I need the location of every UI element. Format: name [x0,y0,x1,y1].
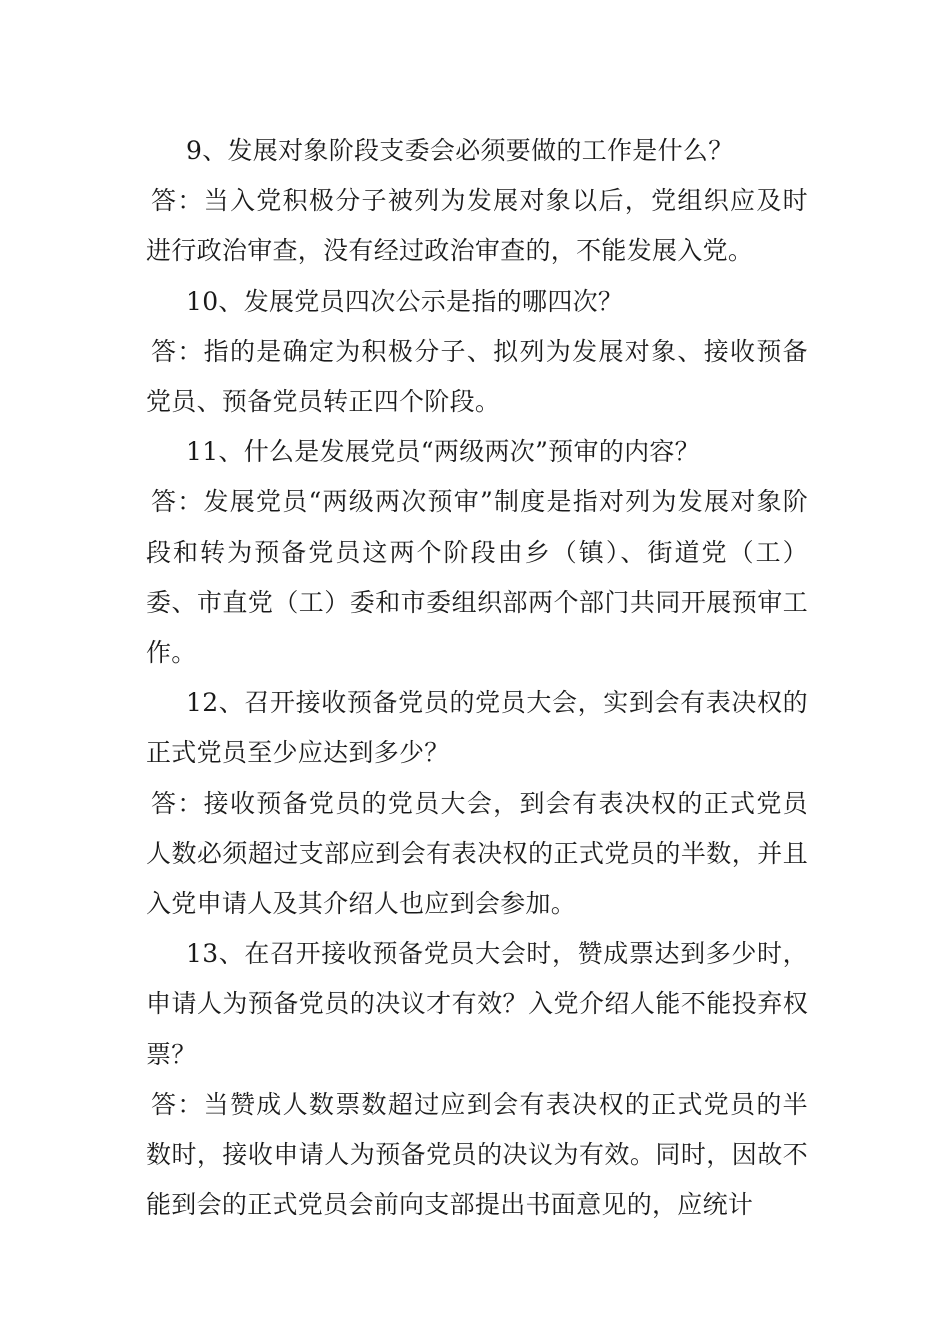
question-13: 13、在召开接收预备党员大会时，赞成票达到多少时，申请人为预备党员的决议才有效？入党介绍人能不能投弃权票？ [146,939,808,1069]
answer-9: 答：当入党积极分子被列为发展对象以后，党组织应及时进行政治审查，没有经过政治审查的，不能发展入党。 [146,186,808,266]
answer-11: 答：发展党员“两级两次预审”制度是指对列为发展对象阶段和转为预备党员这两个阶段由乡（镇）、街道党（工）委、市直党（工）委和市委组织部两个部门共同开展预审工作。 [146,487,808,668]
answer-12: 答：接收预备党员的党员大会，到会有表决权的正式党员人数必须超过支部应到会有表决权的正式党员的半数，并且入党申请人及其介绍人也应到会参加。 [146,788,808,919]
question-10: 10、发展党员四次公示是指的哪四次？ [186,286,624,316]
question-11: 11、什么是发展党员“两级两次”预审的内容？ [186,437,700,467]
answer-13: 答：当赞成人数票数超过应到会有表决权的正式党员的半数时，接收申请人为预备党员的决议为有效。同时，因故不能到会的正式党员会前向支部提出书面意见的，应统计 [146,1089,808,1220]
question-9: 9、发展对象阶段支委会必须要做的工作是什么？ [186,136,734,165]
answer-10: 答：指的是确定为积极分子、拟列为发展对象、接收预备党员、预备党员转正四个阶段。 [146,336,808,417]
question-12: 12、召开接收预备党员的党员大会，实到会有表决权的正式党员至少应达到多少？ [146,688,808,768]
document-body [146,126,808,1230]
